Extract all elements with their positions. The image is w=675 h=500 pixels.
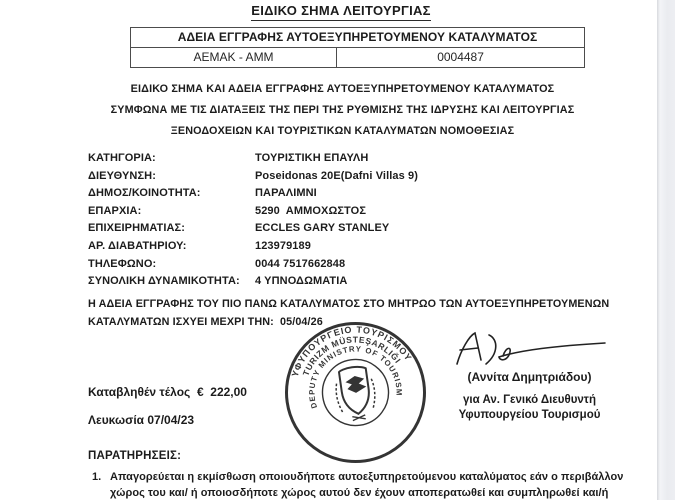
signature-block <box>437 326 622 422</box>
field-municipality <box>88 187 418 205</box>
field-label: ΤΗΛΕΦΩΝΟ: <box>88 257 157 270</box>
field-phone <box>88 258 418 276</box>
field-value: 0044 7517662848 <box>255 257 346 270</box>
intro-line-2: ΣΥΜΦΩΝΑ ΜΕ ΤΙΣ ΔΙΑΤΑΞΕΙΣ ΤΗΣ ΠΕΡΙ ΤΗΣ ΡΥΘΜΙΣΗΣ ΤΗΣ ΙΔΡΥΣΗΣ ΚΑΙ ΛΕΙΤΟΥΡΓΙΑΣ <box>110 104 575 116</box>
intro-line-1: ΕΙΔΙΚΟ ΣΗΜΑ ΚΑΙ ΑΔΕΙΑ ΕΓΓΡΑΦΗΣ ΑΥΤΟΕΞΥΠΗΡΕΤΟΥΜΕΝΟΥ ΚΑΤΑΛΥΜΑΤΟΣ <box>130 83 555 95</box>
remark-item-1 <box>92 470 627 500</box>
license-code-cell: ΑΕΜΑΚ - ΑΜΜ <box>131 48 337 67</box>
field-label: ΑΡ. ΔΙΑΒΑΤΗΡΙΟΥ: <box>88 239 187 252</box>
field-label: ΣΥΝΟΛΙΚΗ ΔΥΝΑΜΙΚΟΤΗΤΑ: <box>88 275 240 288</box>
signature <box>445 326 615 368</box>
signatory-name: (Αννίτα Δημητριάδου) <box>467 370 592 384</box>
signatory-title-line-2: Υφυπουργείου Τουρισμού <box>458 408 601 421</box>
validity-statement: Η ΑΔΕΙΑ ΕΓΓΡΑΦΗΣ ΤΟΥ ΠΙΟ ΠΑΝΩ ΚΑΤΑΛΥΜΑΤΟΣ ΣΤΟ ΜΗΤΡΩΟ ΤΩΝ ΑΥΤΟΕΞΥΠΗΡΕΤΟΥΜΕΝΩΝ ΚΑΤΑΛΥΜΑΤΩΝ ΙΣΧΥΕΙ ΜΕΧΡΙ ΤΗΝ: 05/04/26 <box>88 298 613 328</box>
intro-paragraph <box>0 79 657 142</box>
license-table-row <box>131 48 584 67</box>
license-table <box>130 27 585 68</box>
field-operator <box>88 222 418 240</box>
field-value: ΠΑΡΑΛΙΜΝΙ <box>255 187 317 200</box>
field-label: ΔΗΜΟΣ/ΚΟΙΝΟΤΗΤΑ: <box>88 187 201 200</box>
stamp-ring-outer-text: ΥΦΥΠΟΥΡΓΕΙΟ ΤΟΥΡΙΣΜΟΥ <box>289 324 414 379</box>
stamp-ring-middle-text: TURIZM MÜSTEŞARLIĞI <box>300 334 404 378</box>
page-title: ΕΙΔΙΚΟ ΣΗΜΑ ΛΕΙΤΟΥΡΓΙΑΣ <box>251 3 431 21</box>
field-value: Poseidonas 20E(Dafni Villas 9) <box>255 169 418 182</box>
field-label: ΕΠΑΡΧΙΑ: <box>88 204 142 217</box>
field-value: ECCLES GARY STANLEY <box>255 222 390 235</box>
license-table-header: ΑΔΕΙΑ ΕΓΓΡΑΦΗΣ ΑΥΤΟΕΞΥΠΗΡΕΤΟΥΜΕΝΟΥ ΚΑΤΑΛΥΜΑΤΟΣ <box>131 28 584 48</box>
place-date-line: Λευκωσία 07/04/23 <box>88 413 195 427</box>
detail-fields <box>88 152 418 293</box>
remark-number: 1. <box>92 471 102 483</box>
fee-paid-line: Καταβληθέν τέλος € 222,00 <box>88 385 247 399</box>
license-number-cell: 0004487 <box>437 50 484 64</box>
field-category <box>88 152 418 170</box>
field-district <box>88 205 418 223</box>
field-label: ΕΠΙΧΕΙΡΗΜΑΤΙΑΣ: <box>88 222 186 235</box>
stamp-ring-inner-text: DEPUTY MINISTRY OF TOURISM <box>307 344 404 410</box>
signatory-title-line-1: για Αν. Γενικό Διευθυντή <box>463 394 596 406</box>
field-label: ΚΑΤΗΓΟΡΙΑ: <box>88 152 156 164</box>
field-value: 123979189 <box>255 239 311 252</box>
field-value: 4 ΥΠΝΟΔΩΜΑΤΙΑ <box>255 275 348 288</box>
intro-line-3: ΞΕΝΟΔΟΧΕΙΩΝ ΚΑΙ ΤΟΥΡΙΣΤΙΚΩΝ ΚΑΤΑΛΥΜΑΤΩΝ ΝΟΜΟΘΕΣΙΑΣ <box>170 125 515 137</box>
field-label: ΔΙΕΥΘΥΝΣΗ: <box>88 169 156 182</box>
field-capacity <box>88 275 418 293</box>
official-stamp <box>283 320 428 465</box>
field-value: 5290 ΑΜΜΟΧΩΣΤΟΣ <box>255 204 367 217</box>
field-passport <box>88 240 418 258</box>
remark-text: Απαγορεύεται η εκμίσθωση οποιουδήποτε αυτοεξυπηρετούμενου καταλύματος εάν ο περιβάλλον χώρος του και/ ή οποιοσδήποτε χώρος αυτού δεν έχουν αποπερατωθεί και συμπληρωθεί και/ή <box>110 471 624 499</box>
remarks-heading: ΠΑΡΑΤΗΡΗΣΕΙΣ: <box>88 450 182 462</box>
signatory-title <box>437 393 622 422</box>
cyprus-emblem <box>333 365 378 423</box>
field-address <box>88 170 418 188</box>
page-edge-strip <box>657 0 675 500</box>
field-value: ΤΟΥΡΙΣΤΙΚΗ ΕΠΑΥΛΗ <box>255 152 369 164</box>
page-title-wrap <box>0 2 657 21</box>
